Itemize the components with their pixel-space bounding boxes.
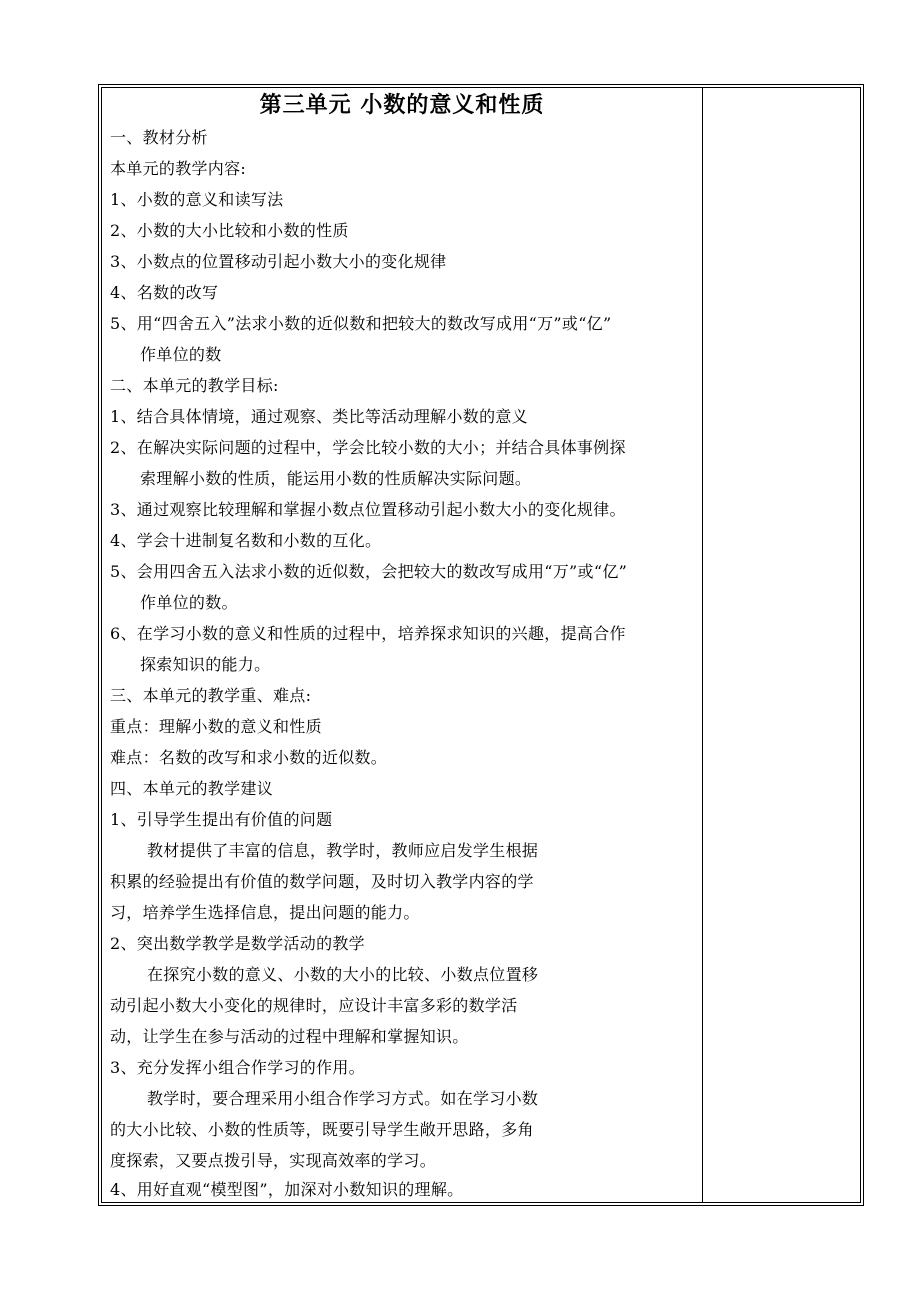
paragraph-line: 在探究小数的意义、小数的大小的比较、小数点位置移 <box>147 965 539 984</box>
list-item: 2、在解决实际问题的过程中，学会比较小数的大小；并结合具体事例探 <box>110 438 626 457</box>
list-item: 1、引导学生提出有价值的问题 <box>110 810 333 829</box>
text-line: 重点：理解小数的意义和性质 <box>110 717 322 736</box>
list-item: 5、会用四舍五入法求小数的近似数，会把较大的数改写成用“万”或“亿” <box>110 562 628 581</box>
list-item: 4、用好直观“模型图”，加深对小数知识的理解。 <box>110 1180 464 1199</box>
section-heading: 三、本单元的教学重、难点: <box>110 686 312 705</box>
paragraph-line: 习，培养学生选择信息，提出问题的能力。 <box>110 903 420 922</box>
paragraph-line: 教材提供了丰富的信息，教学时，教师应启发学生根据 <box>147 841 539 860</box>
list-item: 4、名数的改写 <box>110 283 219 302</box>
paragraph-line: 度探索，又要点拨引导，实现高效率的学习。 <box>110 1151 437 1170</box>
section-heading: 一、教材分析 <box>110 128 208 147</box>
paragraph-line: 的大小比较、小数的性质等，既要引导学生敞开思路，多角 <box>110 1120 534 1139</box>
section-heading: 四、本单元的教学建议 <box>110 779 274 798</box>
list-item: 2、突出数学教学是数学活动的教学 <box>110 934 365 953</box>
list-item: 1、小数的意义和读写法 <box>110 190 284 209</box>
document-table <box>101 87 861 1203</box>
paragraph-line: 积累的经验提出有价值的数学问题，及时切入教学内容的学 <box>110 872 534 891</box>
text-line: 本单元的教学内容: <box>110 159 247 178</box>
section-heading: 二、本单元的教学目标: <box>110 376 279 395</box>
list-item: 6、在学习小数的意义和性质的过程中，培养探求知识的兴趣，提高合作 <box>110 624 626 643</box>
list-item: 4、学会十进制复名数和小数的互化。 <box>110 531 382 550</box>
list-item: 3、小数点的位置移动引起小数大小的变化规律 <box>110 252 447 271</box>
paragraph-line: 教学时，要合理采用小组合作学习方式。如在学习小数 <box>147 1089 539 1108</box>
text-line: 难点：名数的改写和求小数的近似数。 <box>110 748 388 767</box>
list-item: 3、通过观察比较理解和掌握小数点位置移动引起小数大小的变化规律。 <box>110 500 626 519</box>
paragraph-line: 动引起小数大小变化的规律时，应设计丰富多彩的数学活 <box>110 996 518 1015</box>
list-item: 2、小数的大小比较和小数的性质 <box>110 221 349 240</box>
notes-column-cell <box>703 88 862 1202</box>
list-item-continuation: 作单位的数。 <box>140 593 238 612</box>
list-item-continuation: 索理解小数的性质，能运用小数的性质解决实际问题。 <box>140 469 532 488</box>
list-item-continuation: 作单位的数 <box>140 345 222 364</box>
list-item-continuation: 探索知识的能力。 <box>140 655 271 674</box>
list-item: 3、充分发挥小组合作学习的作用。 <box>110 1058 365 1077</box>
main-content-cell <box>102 88 702 1202</box>
list-item: 5、用“四舍五入”法求小数的近似数和把较大的数改写成用“万”或“亿” <box>110 314 612 333</box>
list-item: 1、结合具体情境，通过观察、类比等活动理解小数的意义 <box>110 407 528 426</box>
paragraph-line: 动，让学生在参与活动的过程中理解和掌握知识。 <box>110 1027 469 1046</box>
page-title: 第三单元 小数的意义和性质 <box>259 93 545 118</box>
